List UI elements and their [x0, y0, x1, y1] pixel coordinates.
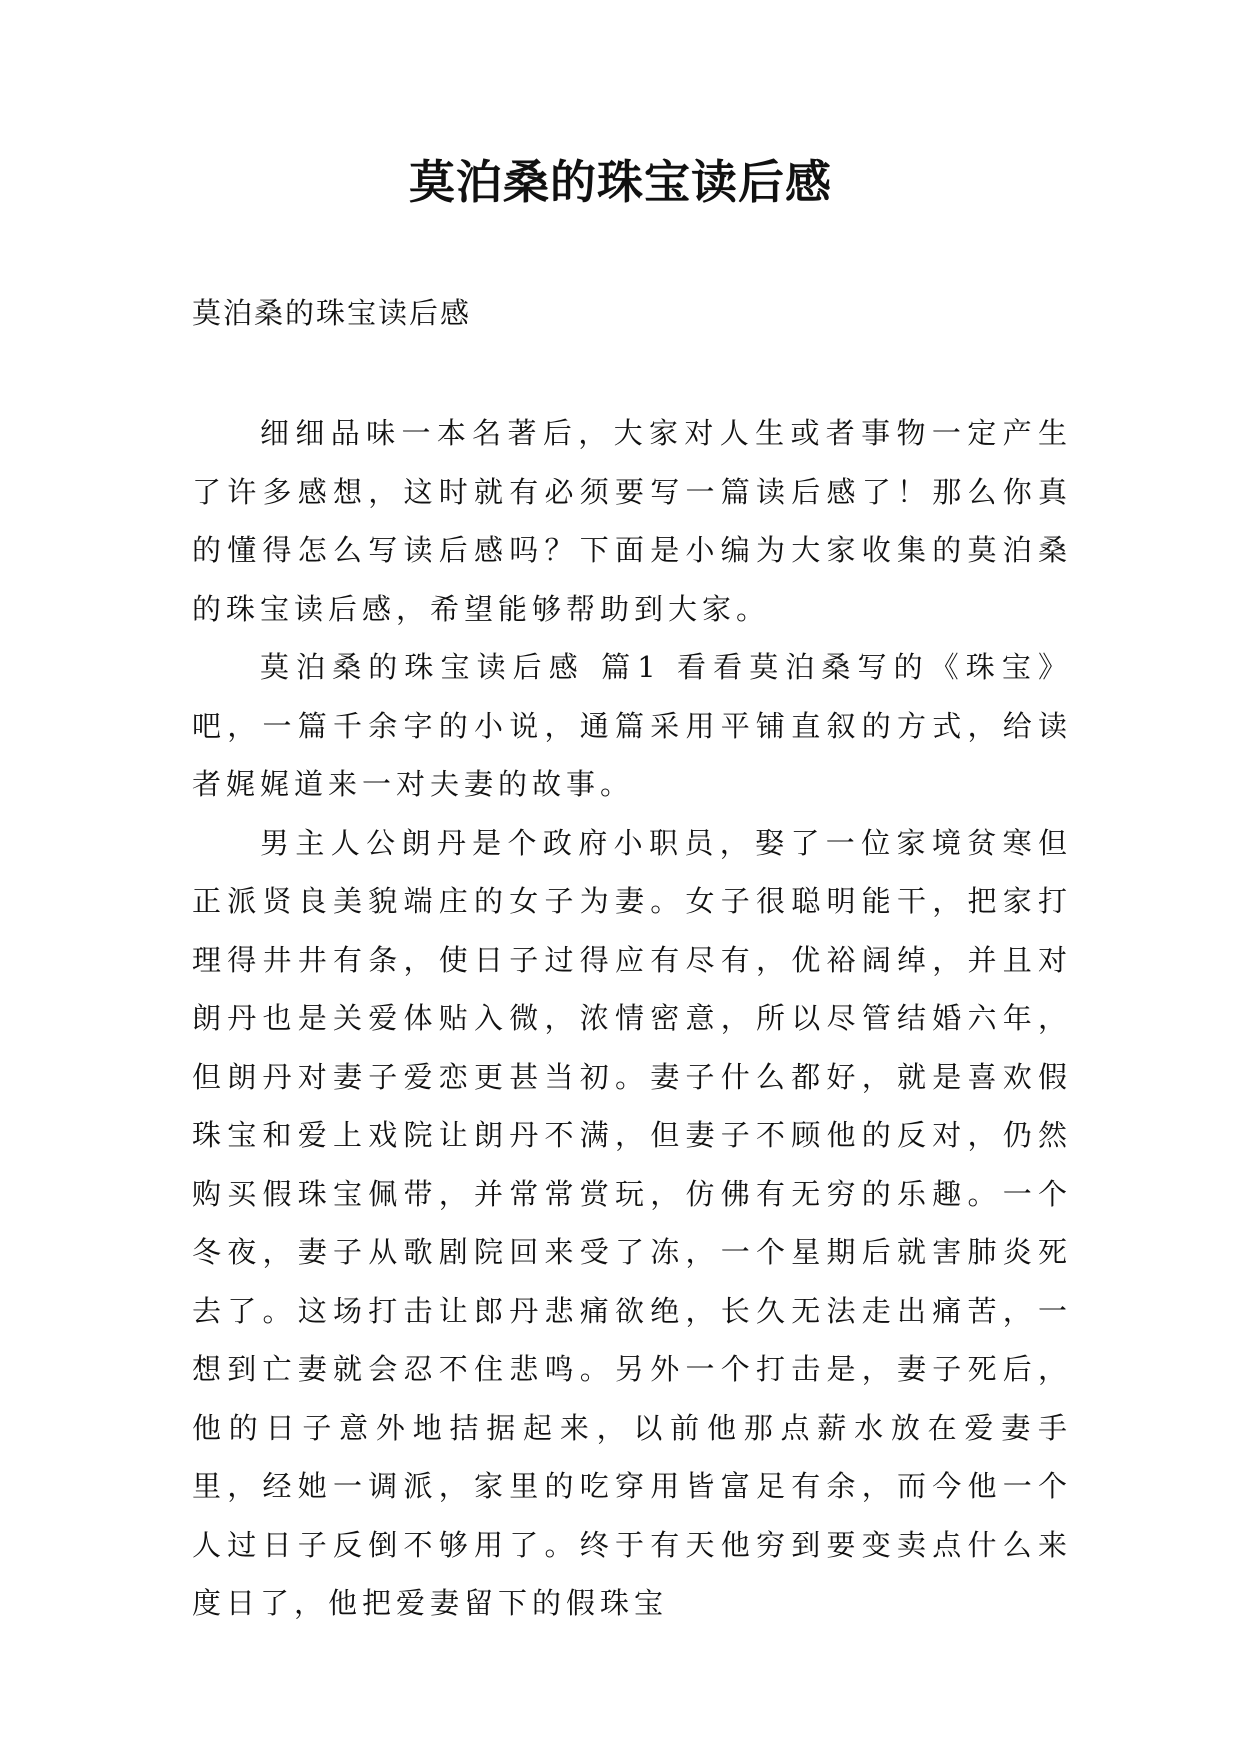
document-subtitle: 莫泊桑的珠宝读后感 — [192, 296, 472, 330]
paragraph-story: 男主人公朗丹是个政府小职员，娶了一位家境贫寒但正派贤良美貌端庄的女子为妻。女子很聪明能干，把家打理得井井有条，使日子过得应有尽有，优裕阔绰，并且对朗丹也是关爱体贴入微，浓情密意，所以尽管结婚六年，但朗丹对妻子爱恋更甚当初。妻子什么都好，就是喜欢假珠宝和爱上戏院让朗丹不满，但妻子不顾他的反对，仍然购买假珠宝佩带，并常常赏玩，仿佛有无穷的乐趣。一个冬夜，妻子从歌剧院回来受了冻，一个星期后就害肺炎死去了。这场打击让郎丹悲痛欲绝，长久无法走出痛苦，一想到亡妻就会忍不住悲鸣。另外一个打击是，妻子死后，他的日子意外地拮据起来，以前他那点薪水放在爱妻手里，经她一调派，家里的吃穿用皆富足有余，而今他一个人过日子反倒不够用了。终于有天他穷到要变卖点什么来度日了，他把爱妻留下的假珠宝 — [192, 825, 1072, 1620]
paragraph-intro: 细细品味一本名著后，大家对人生或者事物一定产生了许多感想，这时就有必须要写一篇读后感了！那么你真的懂得怎么写读后感吗？下面是小编为大家收集的莫泊桑的珠宝读后感，希望能够帮助到大家。 — [192, 416, 1072, 626]
document-title: 莫泊桑的珠宝读后感 — [409, 155, 832, 209]
paragraph-part-1-intro: 莫泊桑的珠宝读后感 篇1 看看莫泊桑写的《珠宝》吧，一篇千余字的小说，通篇采用平铺直叙的方式，给读者娓娓道来一对夫妻的故事。 — [192, 650, 1072, 801]
document-body — [192, 404, 1072, 1633]
